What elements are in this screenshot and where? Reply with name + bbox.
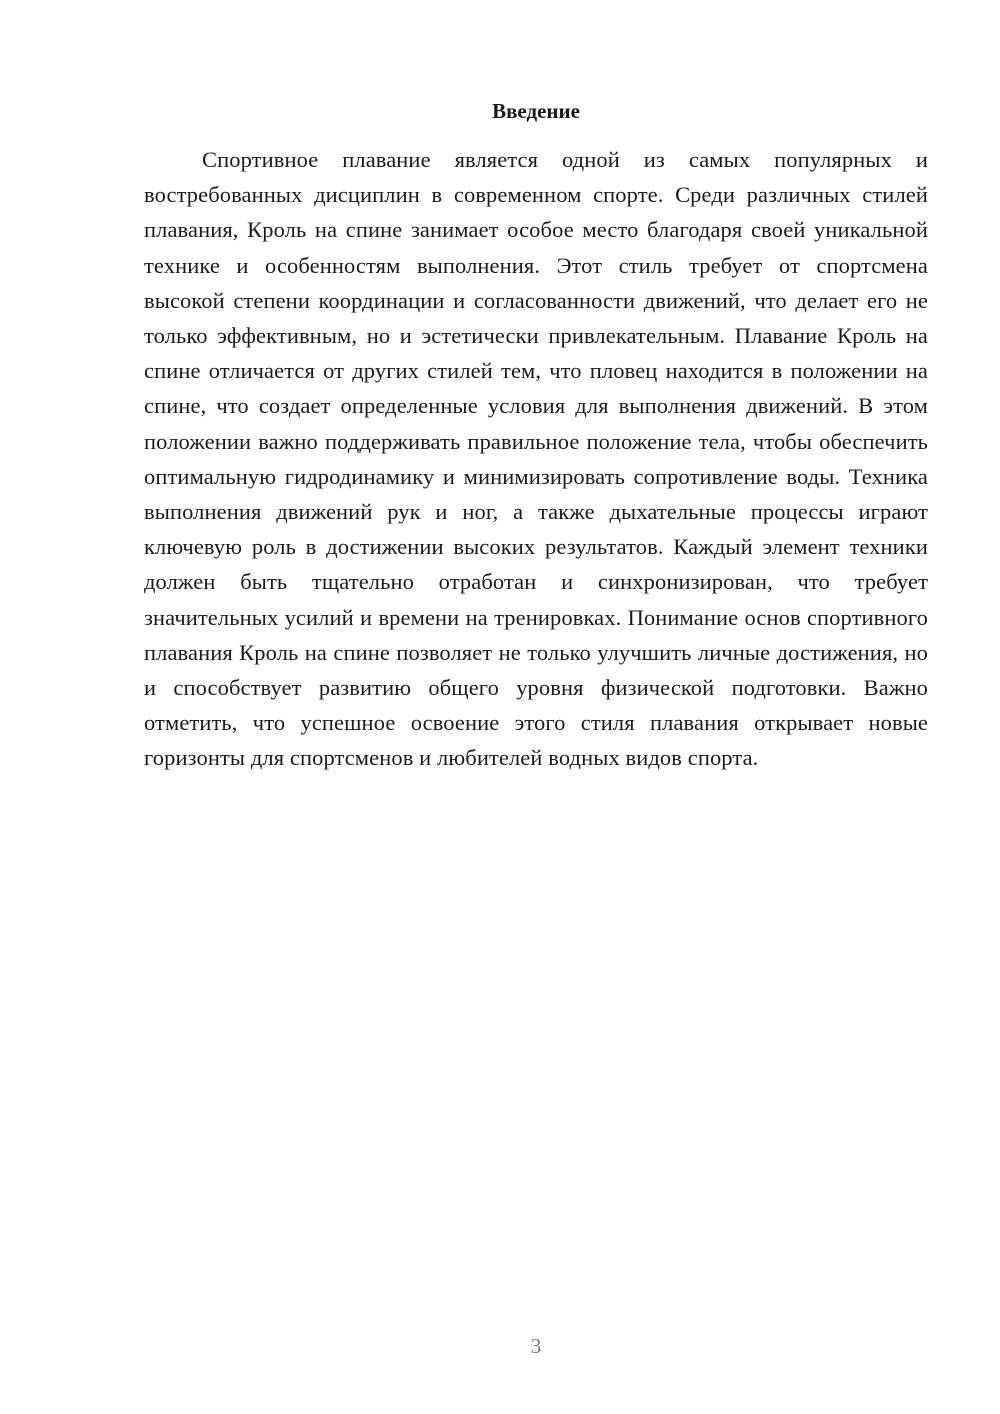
section-heading: Введение	[492, 99, 580, 123]
page-number: 3	[530, 1334, 542, 1358]
body-paragraph: Спортивное плавание является одной из самых популярных и востребованных дисциплин в современном спорте. Среди различных стилей плавания, Кроль на спине занимает особое место благодаря своей уникальной технике и особенностям выполнения. Этот стиль требует от спортсмена высокой степени координации и согласованности движений, что делает его не только эффективным, но и эстетически привлекательным. Плавание Кроль на спине отличается от других стилей тем, что пловец находится в положении на спине, что создает определенные условия для выполнения движений. В этом положении важно поддерживать правильное положение тела, чтобы обеспечить оптимальную гидродинамику и минимизировать сопротивление воды. Техника выполнения движений рук и ног, а также дыхательные процессы играют ключевую роль в достижении высоких результатов. Каждый элемент техники должен быть тщательно отработан и синхронизирован, что требует значительных усилий и времени на тренировках. Понимание основ спортивного плавания Кроль на спине позволяет не только улучшить личные достижения, но и способствует развитию общего уровня физической подготовки. Важно отметить, что успешное освоение этого стиля плавания открывает новые горизонты для спортсменов и любителей водных видов спорта.	[144, 147, 928, 771]
